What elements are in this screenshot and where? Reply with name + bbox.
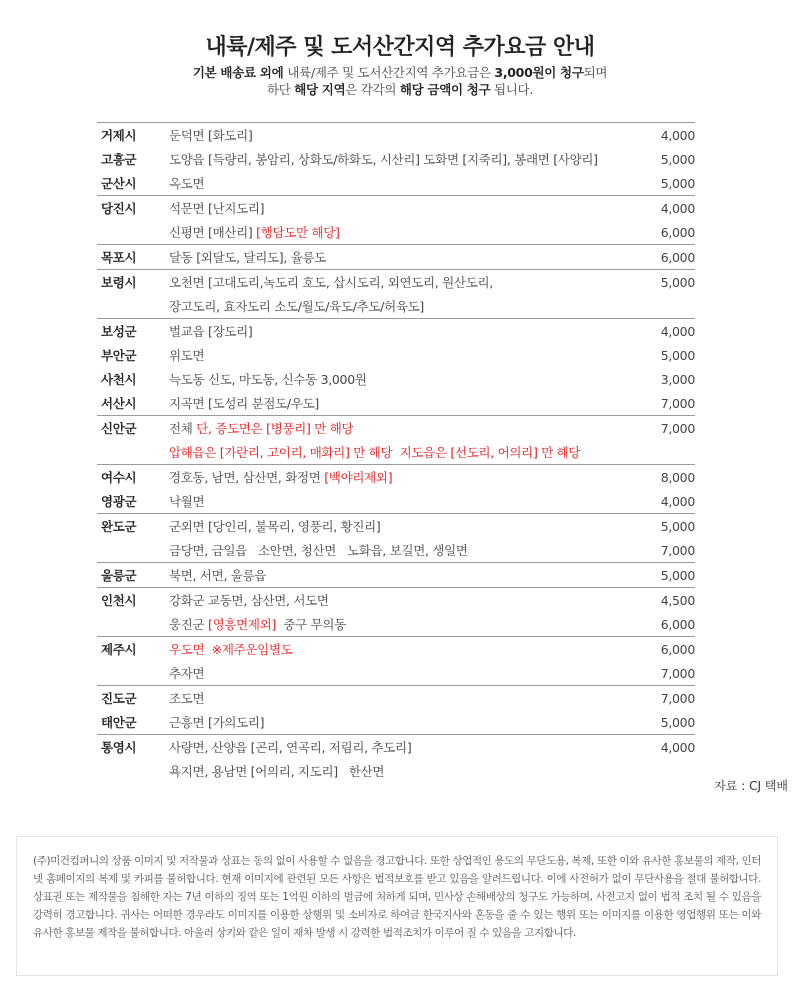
table-row: [97, 391, 695, 416]
area-text: 강화군 교동면, 삼산면, 서도면: [169, 593, 329, 608]
price-cell: 7,000: [639, 416, 695, 441]
copyright-notice-box: [16, 836, 778, 976]
area-text: 추자면: [169, 666, 205, 681]
price-cell: 5,000: [660, 151, 695, 167]
price-cell: 5,000: [660, 175, 695, 191]
area-cell: [169, 220, 639, 245]
table-row: [97, 465, 695, 490]
table-row: [97, 343, 695, 367]
subtitle-line-2: [0, 80, 800, 98]
area-note-highlight: [백야리제외]: [324, 470, 393, 485]
area-text: 조도면: [169, 691, 205, 706]
area-text: 벌교읍 [장도리]: [169, 324, 253, 339]
area-text: 달동 [외달도, 달리도], 율릉도: [169, 250, 327, 265]
region-cell: 거제시: [97, 123, 169, 148]
area-text: 도양읍 [득량리, 봉암리, 상화도/하화도, 시산리] 도화면 [지죽리], 봉래면 [사양리]: [169, 152, 598, 167]
price-cell: [639, 440, 695, 465]
region-cell: 제주시: [97, 637, 169, 662]
table-row: [97, 196, 695, 221]
area-text: 장고도리, 효자도리 소도/월도/육도/추도/허육도]: [169, 299, 424, 314]
table-row: [97, 661, 695, 686]
area-cell: [169, 391, 639, 416]
area-cell: [169, 710, 639, 735]
price-cell: 7,000: [660, 542, 695, 558]
area-note-highlight: 단, 증도면은 [병풍리] 만 해당: [196, 421, 354, 436]
region-cell: 인천시: [97, 588, 169, 613]
region-cell: 서산시: [101, 396, 137, 411]
region-cell: 고흥군: [101, 152, 137, 167]
subtitle-text-2: 되며: [583, 65, 608, 80]
region-cell: 영광군: [101, 494, 137, 509]
price-cell: 7,000: [660, 395, 695, 411]
area-cell: [169, 489, 639, 514]
area-cell: [169, 588, 639, 613]
table-row: [97, 637, 695, 662]
table-row: [97, 759, 695, 783]
area-note-highlight: [영흥면제외]: [208, 617, 277, 632]
price-cell: 5,000: [660, 347, 695, 363]
area-cell: [169, 245, 639, 270]
area-text: 석문면 [난지도리]: [169, 201, 265, 216]
price-cell: 6,000: [639, 245, 695, 270]
price-cell: 4,500: [639, 588, 695, 613]
price-cell: 7,000: [660, 665, 695, 681]
area-text: 둔덕면 [화도리]: [169, 128, 253, 143]
area-text: 욕지면, 용남면 [어의리, 지도리] 한산면: [169, 764, 385, 779]
area-text: 북면, 서면, 울릉읍: [169, 568, 267, 583]
area-cell: [169, 416, 639, 441]
source-credit: 자료 : CJ 택배: [714, 779, 788, 793]
area-cell: [169, 514, 639, 539]
subtitle-bold-2: 3,000원이 청구: [494, 65, 584, 80]
area-cell: [169, 147, 639, 171]
region-cell: [97, 538, 169, 563]
area-text: 낙월면: [169, 494, 205, 509]
price-cell: 5,000: [639, 563, 695, 588]
price-cell: 4,000: [639, 735, 695, 760]
subtitle-line-1: [0, 63, 800, 81]
area-cell: [169, 343, 639, 367]
region-cell: 부안군: [101, 348, 137, 363]
page-title: 내륙/제주 및 도서산간지역 추가요금 안내: [205, 35, 595, 60]
area-cell: [169, 440, 639, 465]
region-cell: 보령시: [97, 270, 169, 295]
price-cell: 6,000: [660, 224, 695, 240]
copyright-notice-text: (주)미건컴퍼니의 상품 이미지 및 저작물과 상표는 동의 없이 사용할 수 없음을 경고합니다. 또한 상업적인 용도의 무단도용, 복제, 또한 이와 유사한 홍보물의 제작, 인터넷 홈페이지의 복제 및 카피를 불허합니다. 현재 이미지에 관련된 모든 사항은 법적보호를 받고 있음을 알려드립니다. 이에 사전허가 없이 무단사용을 절대 불허합니다. 상표권 또는 제작물을 침해한 자는 7년 이하의 징역 또는 1억원 이하의 벌금에 처하게 되며, 민사상 손해배상의 청구도 가능하며, 사전고지 없이 법적 조치 될 수 있음을 강력히 경고합니다. 귀사는 어떠한 경우라도 이미지를 이용한 상행위 및 소비자로 하여금 한국지사와 혼동을 줄 수 있는 행위 또는 이미지를 이용한 영업행위 또는 이와 유사한 홍보물 제작을 불허합니다. 아울러 상기와 같은 일이 재차 발생 시 강력한 법적조치가 이루어 질 수 있음을 고지합니다.: [33, 855, 761, 939]
subtitle-text-4: 은 각각의: [345, 82, 400, 97]
region-cell: 태안군: [101, 715, 137, 730]
area-text: 오천면 [고대도리,녹도리 호도, 삽시도리, 외연도리, 원산도리,: [169, 275, 493, 290]
table-row: [97, 123, 695, 148]
region-cell: [97, 440, 169, 465]
area-note-highlight: 압해읍은 [가란리, 고이리, 매화리] 만 해당 지도읍은 [선도리, 어의리] 만 해당: [169, 445, 581, 460]
area-cell: [169, 563, 639, 588]
area-text: 경호동, 남면, 삼산면, 화정면: [169, 470, 325, 485]
region-cell: 신안군: [97, 416, 169, 441]
table-row: [97, 440, 695, 465]
area-cell: [169, 196, 639, 221]
area-cell: [169, 294, 639, 319]
area-cell: [169, 538, 639, 563]
price-cell: 3,000: [660, 371, 695, 387]
region-cell: 통영시: [97, 735, 169, 760]
price-cell: 5,000: [639, 514, 695, 539]
table-row: [97, 538, 695, 563]
region-cell: 목포시: [97, 245, 169, 270]
area-cell: [169, 735, 639, 760]
area-text: 지곡면 [도성리 분점도/우도]: [169, 396, 319, 411]
area-cell: [169, 759, 639, 783]
area-cell: [169, 661, 639, 686]
area-text: 근흥면 [가의도리]: [169, 715, 265, 730]
table-row: [97, 735, 695, 760]
area-cell: [169, 171, 639, 196]
subtitle-text-3: 하단: [266, 82, 295, 97]
table-row: [97, 686, 695, 711]
table-row: [97, 710, 695, 735]
subtitle-text-1: 내륙/제주 및 도서산간지역 추가요금은: [287, 65, 495, 80]
price-cell: 4,000: [639, 123, 695, 148]
region-cell: [97, 661, 169, 686]
area-cell: [169, 367, 639, 391]
price-cell: 5,000: [639, 270, 695, 295]
area-cell: [169, 637, 639, 662]
region-cell: [97, 220, 169, 245]
region-cell: 진도군: [97, 686, 169, 711]
area-note-highlight: 우도면 ※제주운임별도: [169, 642, 293, 657]
subtitle-bold-1: 기본 배송료 외에: [192, 65, 288, 80]
price-cell: 5,000: [660, 714, 695, 730]
region-cell: 사천시: [101, 372, 137, 387]
region-cell: 군산시: [101, 176, 137, 191]
area-cell: [169, 123, 639, 148]
table-row: [97, 245, 695, 270]
subtitle-text-5: 됩니다.: [490, 82, 534, 97]
area-text: 금당면, 금일읍 소안면, 청산면 노화읍, 보길면, 생일면: [169, 543, 468, 558]
area-cell: [169, 319, 639, 344]
area-text: 위도면: [169, 348, 205, 363]
table-row: [97, 319, 695, 344]
region-cell: 울릉군: [97, 563, 169, 588]
table-row: [97, 294, 695, 319]
table-row: [97, 514, 695, 539]
price-cell: [639, 759, 695, 783]
area-cell: [169, 686, 639, 711]
area-text: 전체: [169, 421, 197, 436]
table-row: [97, 270, 695, 295]
area-text: 군외면 [당인리, 불목리, 영풍리, 황진리]: [169, 519, 381, 534]
region-cell: 보성군: [97, 319, 169, 344]
table-row: [97, 220, 695, 245]
surcharge-table-body: [97, 123, 695, 784]
area-text: 신평면 [매산리]: [169, 225, 257, 240]
table-row: [97, 588, 695, 613]
price-cell: 7,000: [639, 686, 695, 711]
area-cell: [169, 270, 639, 295]
surcharge-table: [97, 122, 695, 783]
area-text: 사량면, 산양읍 [곤리, 연곡리, 저림리, 추도리]: [169, 740, 412, 755]
region-cell: [97, 294, 169, 319]
price-cell: 6,000: [639, 637, 695, 662]
price-cell: 4,000: [639, 319, 695, 344]
region-cell: [97, 759, 169, 783]
region-cell: 여수시: [97, 465, 169, 490]
area-cell: [169, 612, 639, 637]
price-cell: 6,000: [660, 616, 695, 632]
region-cell: 당진시: [97, 196, 169, 221]
area-cell: [169, 465, 639, 490]
table-row: [97, 563, 695, 588]
subtitle-bold-4: 해당 금액이 청구: [399, 82, 491, 97]
area-note-highlight: [행담도만 해당]: [256, 225, 340, 240]
subtitle-bold-3: 해당 지역: [294, 82, 346, 97]
area-text: 옥도면: [169, 176, 205, 191]
table-row: [97, 489, 695, 514]
price-cell: [639, 294, 695, 319]
table-row: [97, 416, 695, 441]
table-row: [97, 171, 695, 196]
price-cell: 4,000: [660, 493, 695, 509]
area-text: 중구 무의동: [276, 617, 346, 632]
table-row: [97, 147, 695, 171]
table-row: [97, 612, 695, 637]
area-text: 웅진군: [169, 617, 208, 632]
area-text: 늑도동 신도, 마도동, 신수동 3,000원: [169, 372, 367, 387]
region-cell: [97, 612, 169, 637]
region-cell: 완도군: [97, 514, 169, 539]
table-row: [97, 367, 695, 391]
price-cell: 8,000: [639, 465, 695, 490]
price-cell: 4,000: [639, 196, 695, 221]
